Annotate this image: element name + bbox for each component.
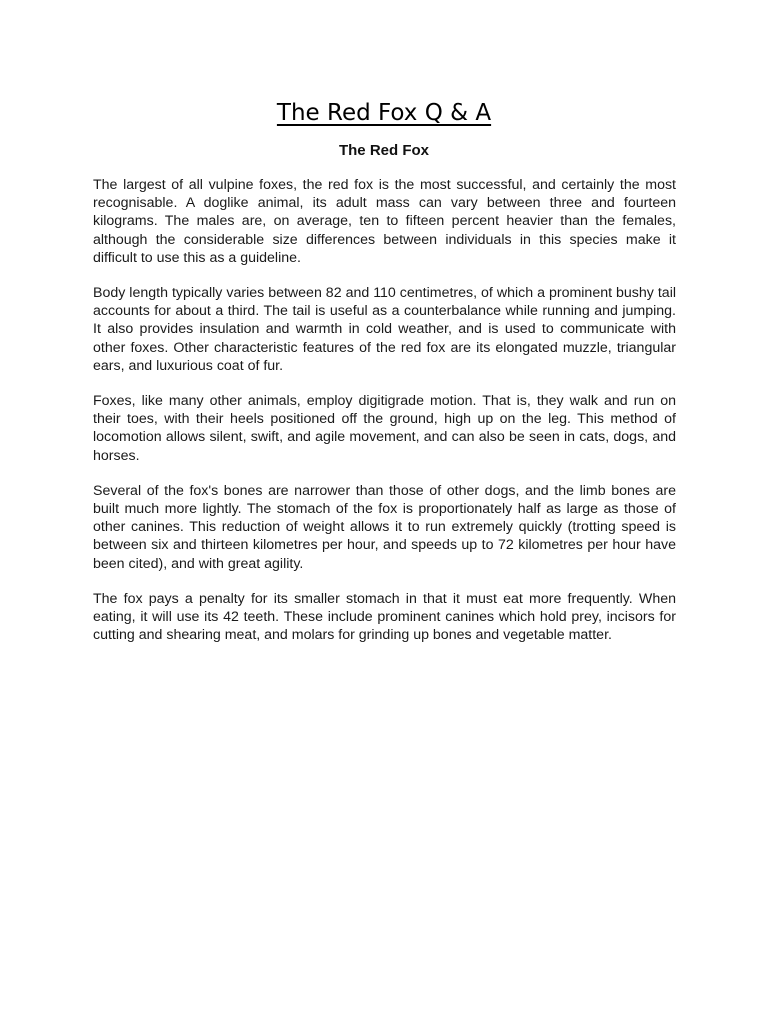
document-title — [0, 99, 768, 127]
document-title-text: The Red Fox Q & A — [276, 100, 492, 126]
paragraph-1: The largest of all vulpine foxes, the red fox is the most successful, and certainly the most recognisable. A doglike animal, its adult mass can vary between three and fourteen kilograms. The males are, on average, ten to fifteen percent heavier than the females, although the considerable size differences between individuals in this species make it difficult to use this as a guideline. — [93, 177, 676, 266]
article-body — [93, 176, 676, 661]
paragraph-4: Several of the fox's bones are narrower than those of other dogs, and the limb bones are built much more lightly. The stomach of the fox is proportionately half as large as those of other canines. This reduction of weight allows it to run extremely quickly (trotting speed is between six and thirteen kilometres per hour, and speeds up to 72 kilometres per hour have been cited), and with great agility. — [93, 482, 676, 572]
paragraph-3: Foxes, like many other animals, employ digitigrade motion. That is, they walk and run on their toes, with their heels positioned off the ground, high up on the leg. This method of locomotion allows silent, swift, and agile movement, and can also be seen in cats, dogs, and horses. — [93, 393, 676, 464]
paragraph-2: Body length typically varies between 82 and 110 centimetres, of which a prominent bushy tail accounts for about a third. The tail is useful as a counterbalance while running and jumping. It also provides insulation and warmth in cold weather, and is used to communicate with other foxes. Other characteristic features of the red fox are its elongated muzzle, triangular ears, and luxurious coat of fur. — [93, 285, 676, 374]
section-heading: The Red Fox — [338, 142, 429, 159]
paragraph-5: The fox pays a penalty for its smaller stomach in that it must eat more frequently. When eating, it will use its 42 teeth. These include prominent canines which hold prey, incisors for cutting and shearing meat, and molars for grinding up bones and vegetable matter. — [93, 590, 676, 644]
